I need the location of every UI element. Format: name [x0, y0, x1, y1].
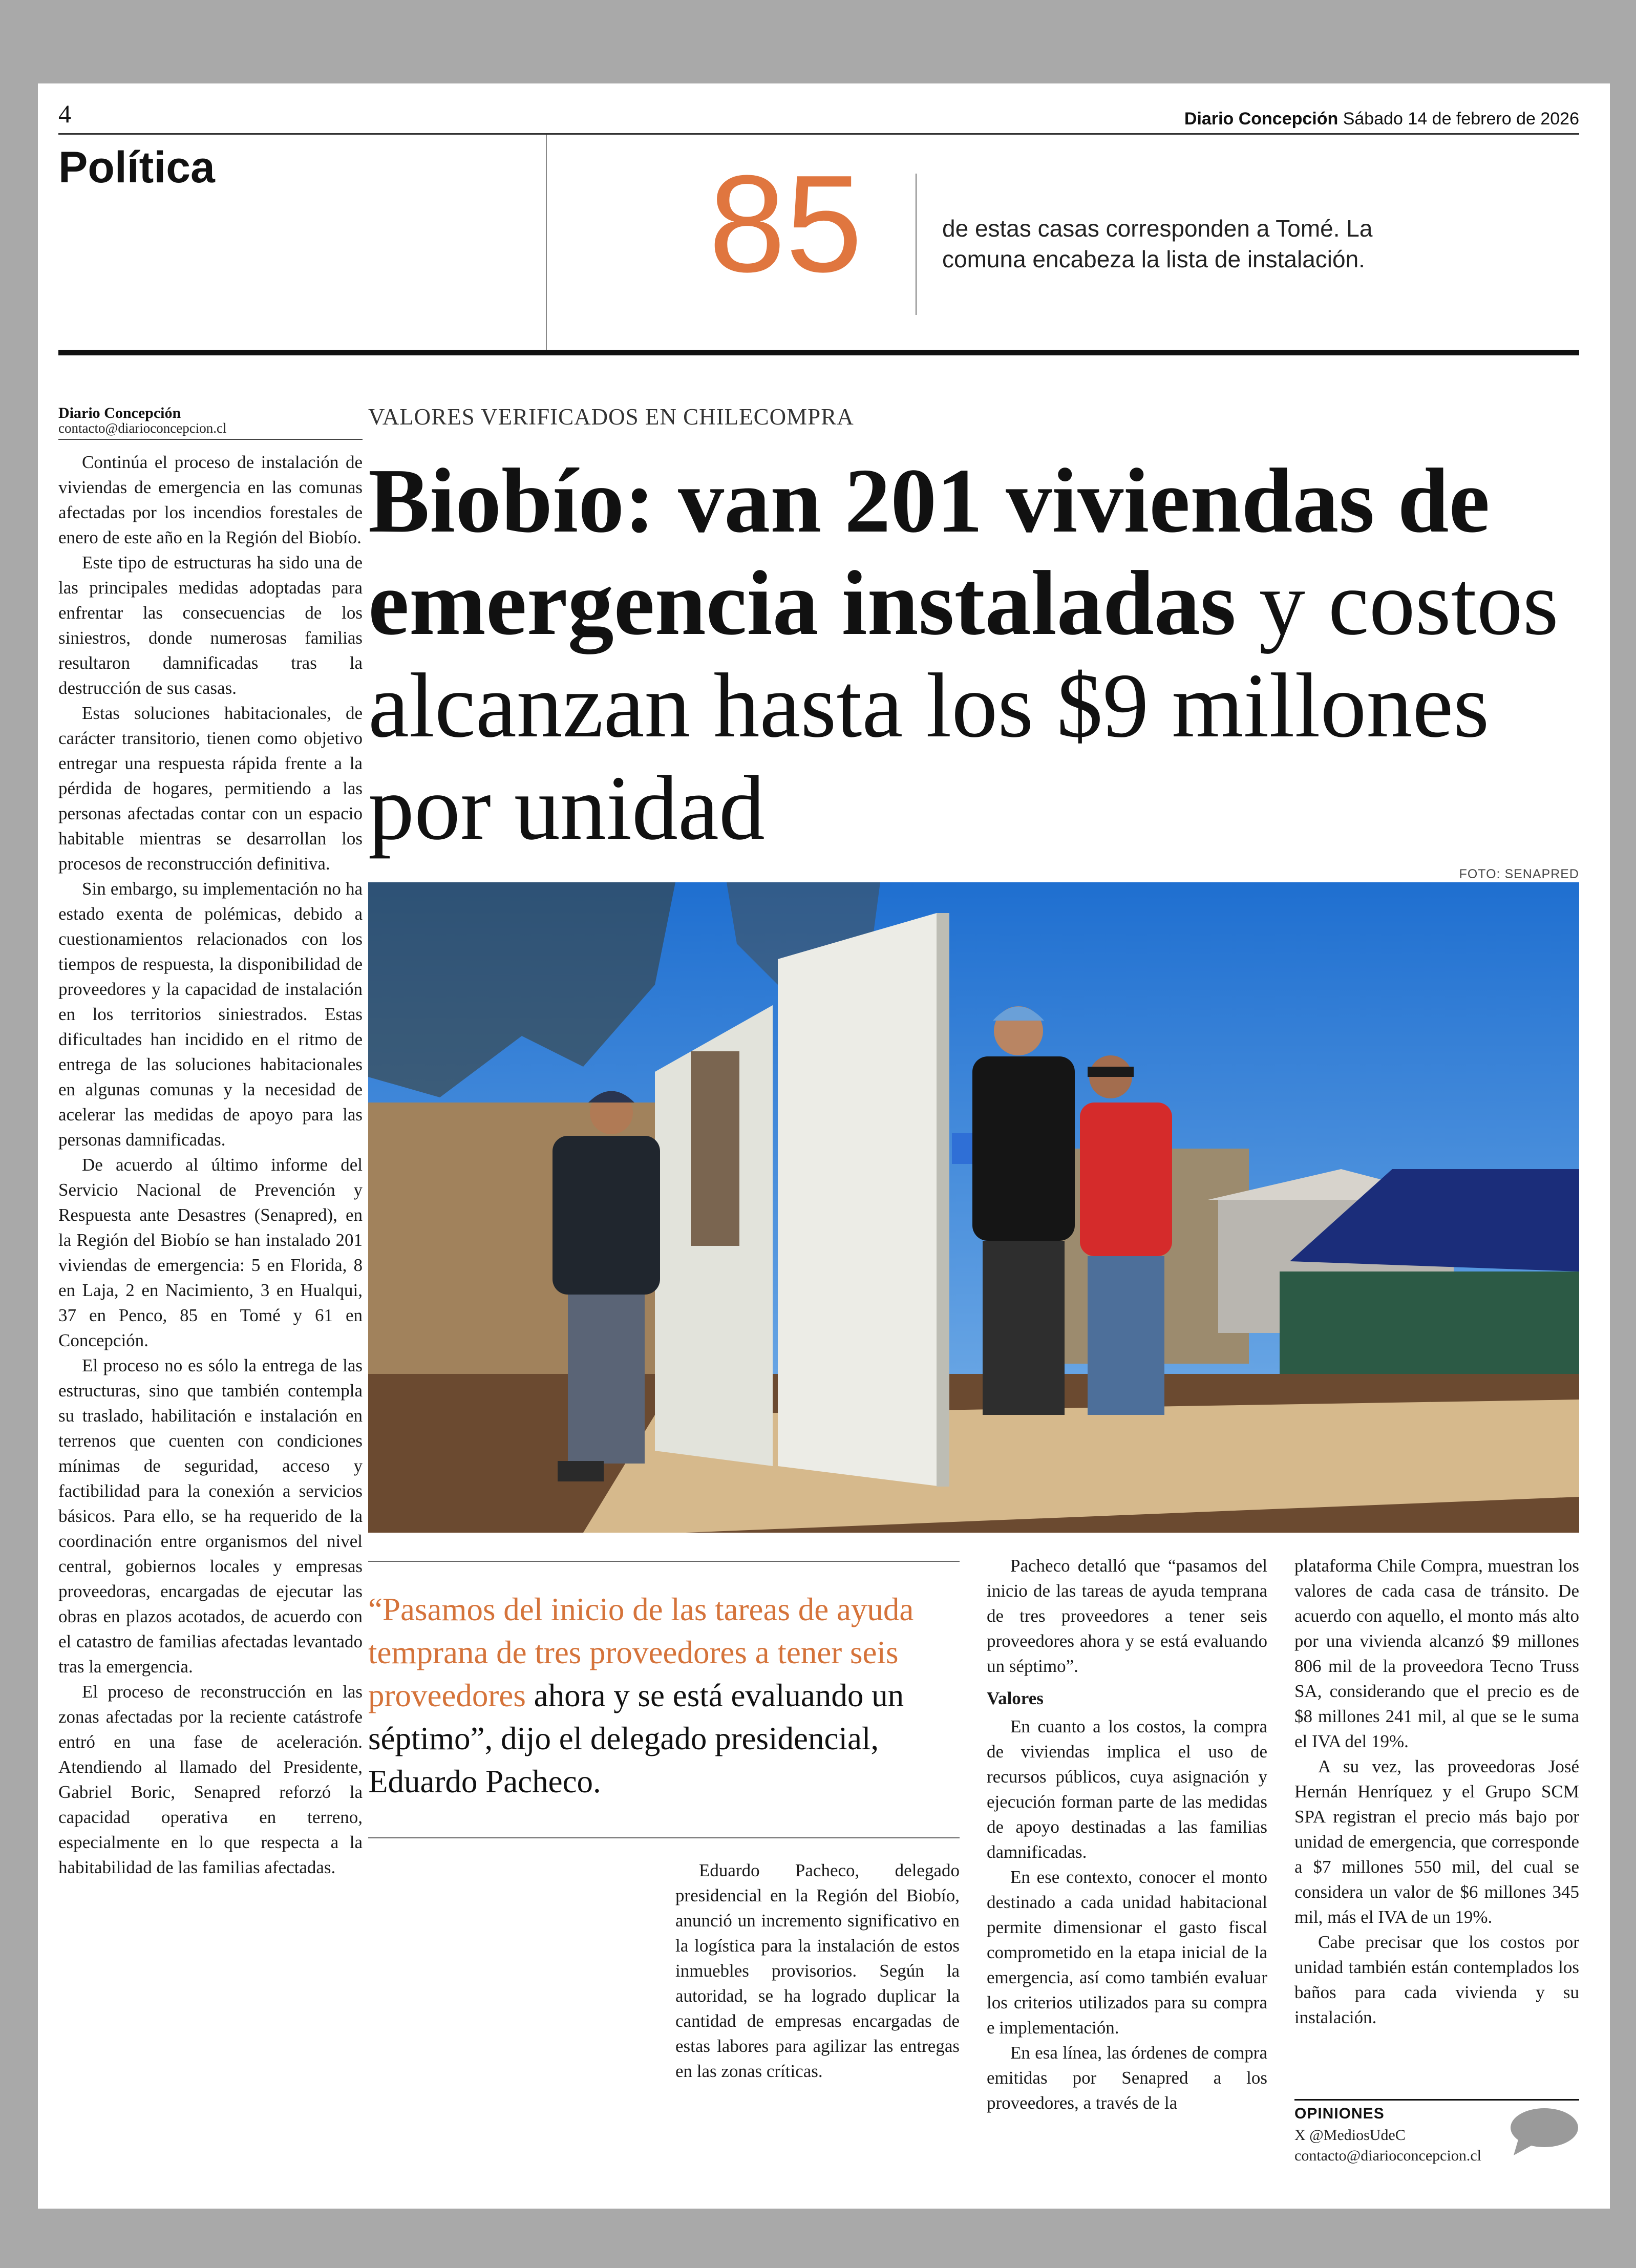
paragraph: De acuerdo al último informe del Servicio Nacional de Prevención y Respuesta ante Desastres (Senapred), en la Región del Biobío se han instalado 201 viviendas de emergencia: 5 en Florida, 8 en Laja, 2 en Nacimiento, 3 en Hualqui, 37 en Penco, 85 en Tomé y 61 en Concepción. — [58, 1155, 363, 1350]
section-title: Política — [58, 143, 215, 192]
stat-number: 85 — [709, 147, 863, 301]
paragraph: Estas soluciones habitacionales, de carácter transitorio, tienen como objetivo entregar una respuesta rápida frente a la pérdida de hogares, permitiendo a las personas afectadas contar con un espacio habitable mientras se desarrollan los procesos de reconstrucción definitiva. — [58, 703, 363, 874]
byline-rule — [58, 439, 363, 440]
paragraph: Continúa el proceso de instalación de viviendas de emergencia en las comunas afectadas por los incendios forestales de enero de este año en la Región del Biobío. — [58, 452, 363, 547]
article-column-4 — [987, 1553, 1267, 2193]
kicker: VALORES VERIFICADOS EN CHILECOMPRA — [368, 404, 854, 430]
header-rule — [58, 350, 1579, 355]
headline-regular: y costos alcanzan hasta los $9 millones por unidad — [368, 552, 1559, 859]
paragraph: Eduardo Pacheco, delegado presidencial en la Región del Biobío, anunció un incremento significativo en la logística para la instalación de estos inmuebles provisorios. Según la autoridad, se ha logrado duplicar la cantidad de empresas encargadas de estas labores para agilizar las entregas en las zonas críticas. — [675, 1860, 960, 2081]
subhead: Valores — [987, 1688, 1044, 1708]
photo-credit: FOTO: SENAPRED — [1459, 867, 1579, 881]
worker-right — [1080, 1055, 1172, 1415]
headline-bold: Biobío: van 201 viviendas de emergencia instaladas — [368, 450, 1490, 654]
top-rule — [58, 133, 1579, 135]
pull-quote-rest: ahora y se está evaluando un séptimo”, dijo el delegado presidencial, Eduardo Pacheco. — [368, 1678, 904, 1799]
article-column-1 — [58, 450, 363, 2188]
pull-quote — [368, 1588, 957, 1803]
article-column-5 — [1294, 1553, 1579, 2106]
masthead — [1184, 109, 1579, 129]
article-column-3 — [675, 1858, 960, 2191]
paragraph: En esa línea, las órdenes de compra emitidas por Senapred a los proveedores, a través de la — [987, 2043, 1267, 2113]
opinions-email[interactable]: contacto@diarioconcepcion.cl — [1294, 2147, 1481, 2164]
opinions-rule — [1294, 2099, 1579, 2101]
newspaper-page — [38, 83, 1610, 2209]
page-number: 4 — [58, 99, 71, 128]
byline-email: contacto@diarioconcepcion.cl — [58, 420, 227, 436]
stat-text: de estas casas corresponden a Tomé. La comuna encabeza la lista de instalación. — [942, 215, 1373, 272]
section-divider — [546, 135, 547, 350]
issue-date: Sábado 14 de febrero de 2026 — [1343, 109, 1579, 129]
stat-divider — [916, 174, 917, 315]
green-tarp — [1280, 1271, 1579, 1374]
paragraph: Cabe precisar que los costos por unidad también están contemplados los baños para cada vivienda y su instalación. — [1294, 1932, 1579, 2027]
worker-left — [553, 1091, 660, 1482]
paragraph: Pacheco detalló que “pasamos del inicio de las tareas de ayuda temprana de tres proveedores a tener seis proveedores ahora y se está evaluando un séptimo”. — [987, 1556, 1267, 1676]
paragraph: El proceso no es sólo la entrega de las estructuras, sino que también contempla su traslado, habilitación e instalación en terrenos que cuenten con condiciones mínimas de seguridad, acceso y factibilidad para la conexión a servicios básicos. Para ello, se ha requerido de la coordinación entre organismos del nivel central, gobiernos locales y empresas proveedoras, encargadas de ejecutar las obras en plazos acotados, de acuerdo con el catastro de familias afectadas levantado tras la emergencia. — [58, 1355, 363, 1677]
newspaper-name: Diario Concepción — [1184, 109, 1338, 129]
paragraph: En cuanto a los costos, la compra de viviendas implica el uso de recursos públicos, cuya asignación y ejecución forman parte de las medidas de apoyo destinadas a las familias damnificadas. — [987, 1716, 1267, 1862]
paragraph: Este tipo de estructuras ha sido una de las principales medidas adoptadas para enfrentar las consecuencias de los siniestros, donde numerosas familias resultaron damnificadas tras la destrucción de sus casas. — [58, 553, 363, 698]
opinions-title: OPINIONES — [1294, 2105, 1385, 2122]
opinions-x-handle[interactable]: X @MediosUdeC — [1294, 2127, 1406, 2144]
quote-rule-bottom — [368, 1837, 960, 1838]
paragraph: El proceso de reconstrucción en las zonas afectadas por la reciente catástrofe entró en una fase de aceleración. Atendiendo al llamado del Presidente, Gabriel Boric, Senapred reforzó la capacidad operativa en terreno, especialmente en lo que respecta a la habitabilidad de las familias afectadas. — [58, 1682, 363, 1877]
paragraph: plataforma Chile Compra, muestran los valores de cada casa de tránsito. De acuerdo con aquello, el monto más alto por una vivienda alcanzó $9 millones 806 mil de la proveedora Tecno Truss SA, considerando que el precio es de $8 millones 241 mil, al que se le suma el IVA del 19%. — [1294, 1556, 1579, 1751]
panel-edge — [937, 913, 949, 1487]
paragraph: Sin embargo, su implementación no ha estado exenta de polémicas, debido a cuestionamientos relacionados con los tiempos de respuesta, la disponibilidad de proveedores y la capacidad de instalación en los territorios siniestrados. Estas dificultades han incidido en el ritmo de entrega de las soluciones habitacionales en algunas comunas y la necesidad de acelerar las medidas de apoyo para las personas damnificadas. — [58, 879, 363, 1150]
paragraph: En ese contexto, conocer el monto destinado a cada unidad habitacional permite dimensionar el gasto fiscal comprometido en la etapa inicial de la emergencia, así como también evaluar los criterios utilizados para su compra e implementación. — [987, 1867, 1267, 2038]
quote-rule-top — [368, 1561, 960, 1562]
wall-panel-main — [778, 913, 942, 1487]
window-opening — [691, 1051, 739, 1246]
construction-photo — [368, 882, 1579, 1533]
pull-quote-accent: “Pasamos del inicio de las tareas de ayuda temprana de tres proveedores a tener seis proveedores — [368, 1592, 914, 1713]
headline — [368, 450, 1582, 859]
speech-bubble-icon — [1507, 2106, 1579, 2157]
byline-name: Diario Concepción — [58, 405, 181, 421]
paragraph: A su vez, las proveedoras José Hernán Henríquez y el Grupo SCM SPA registran el precio más bajo por unidad de emergencia, que corresponde a $7 millones 550 mil, del cual se considera un valor de $6 millones 345 mil, más el IVA de un 19%. — [1294, 1756, 1579, 1927]
